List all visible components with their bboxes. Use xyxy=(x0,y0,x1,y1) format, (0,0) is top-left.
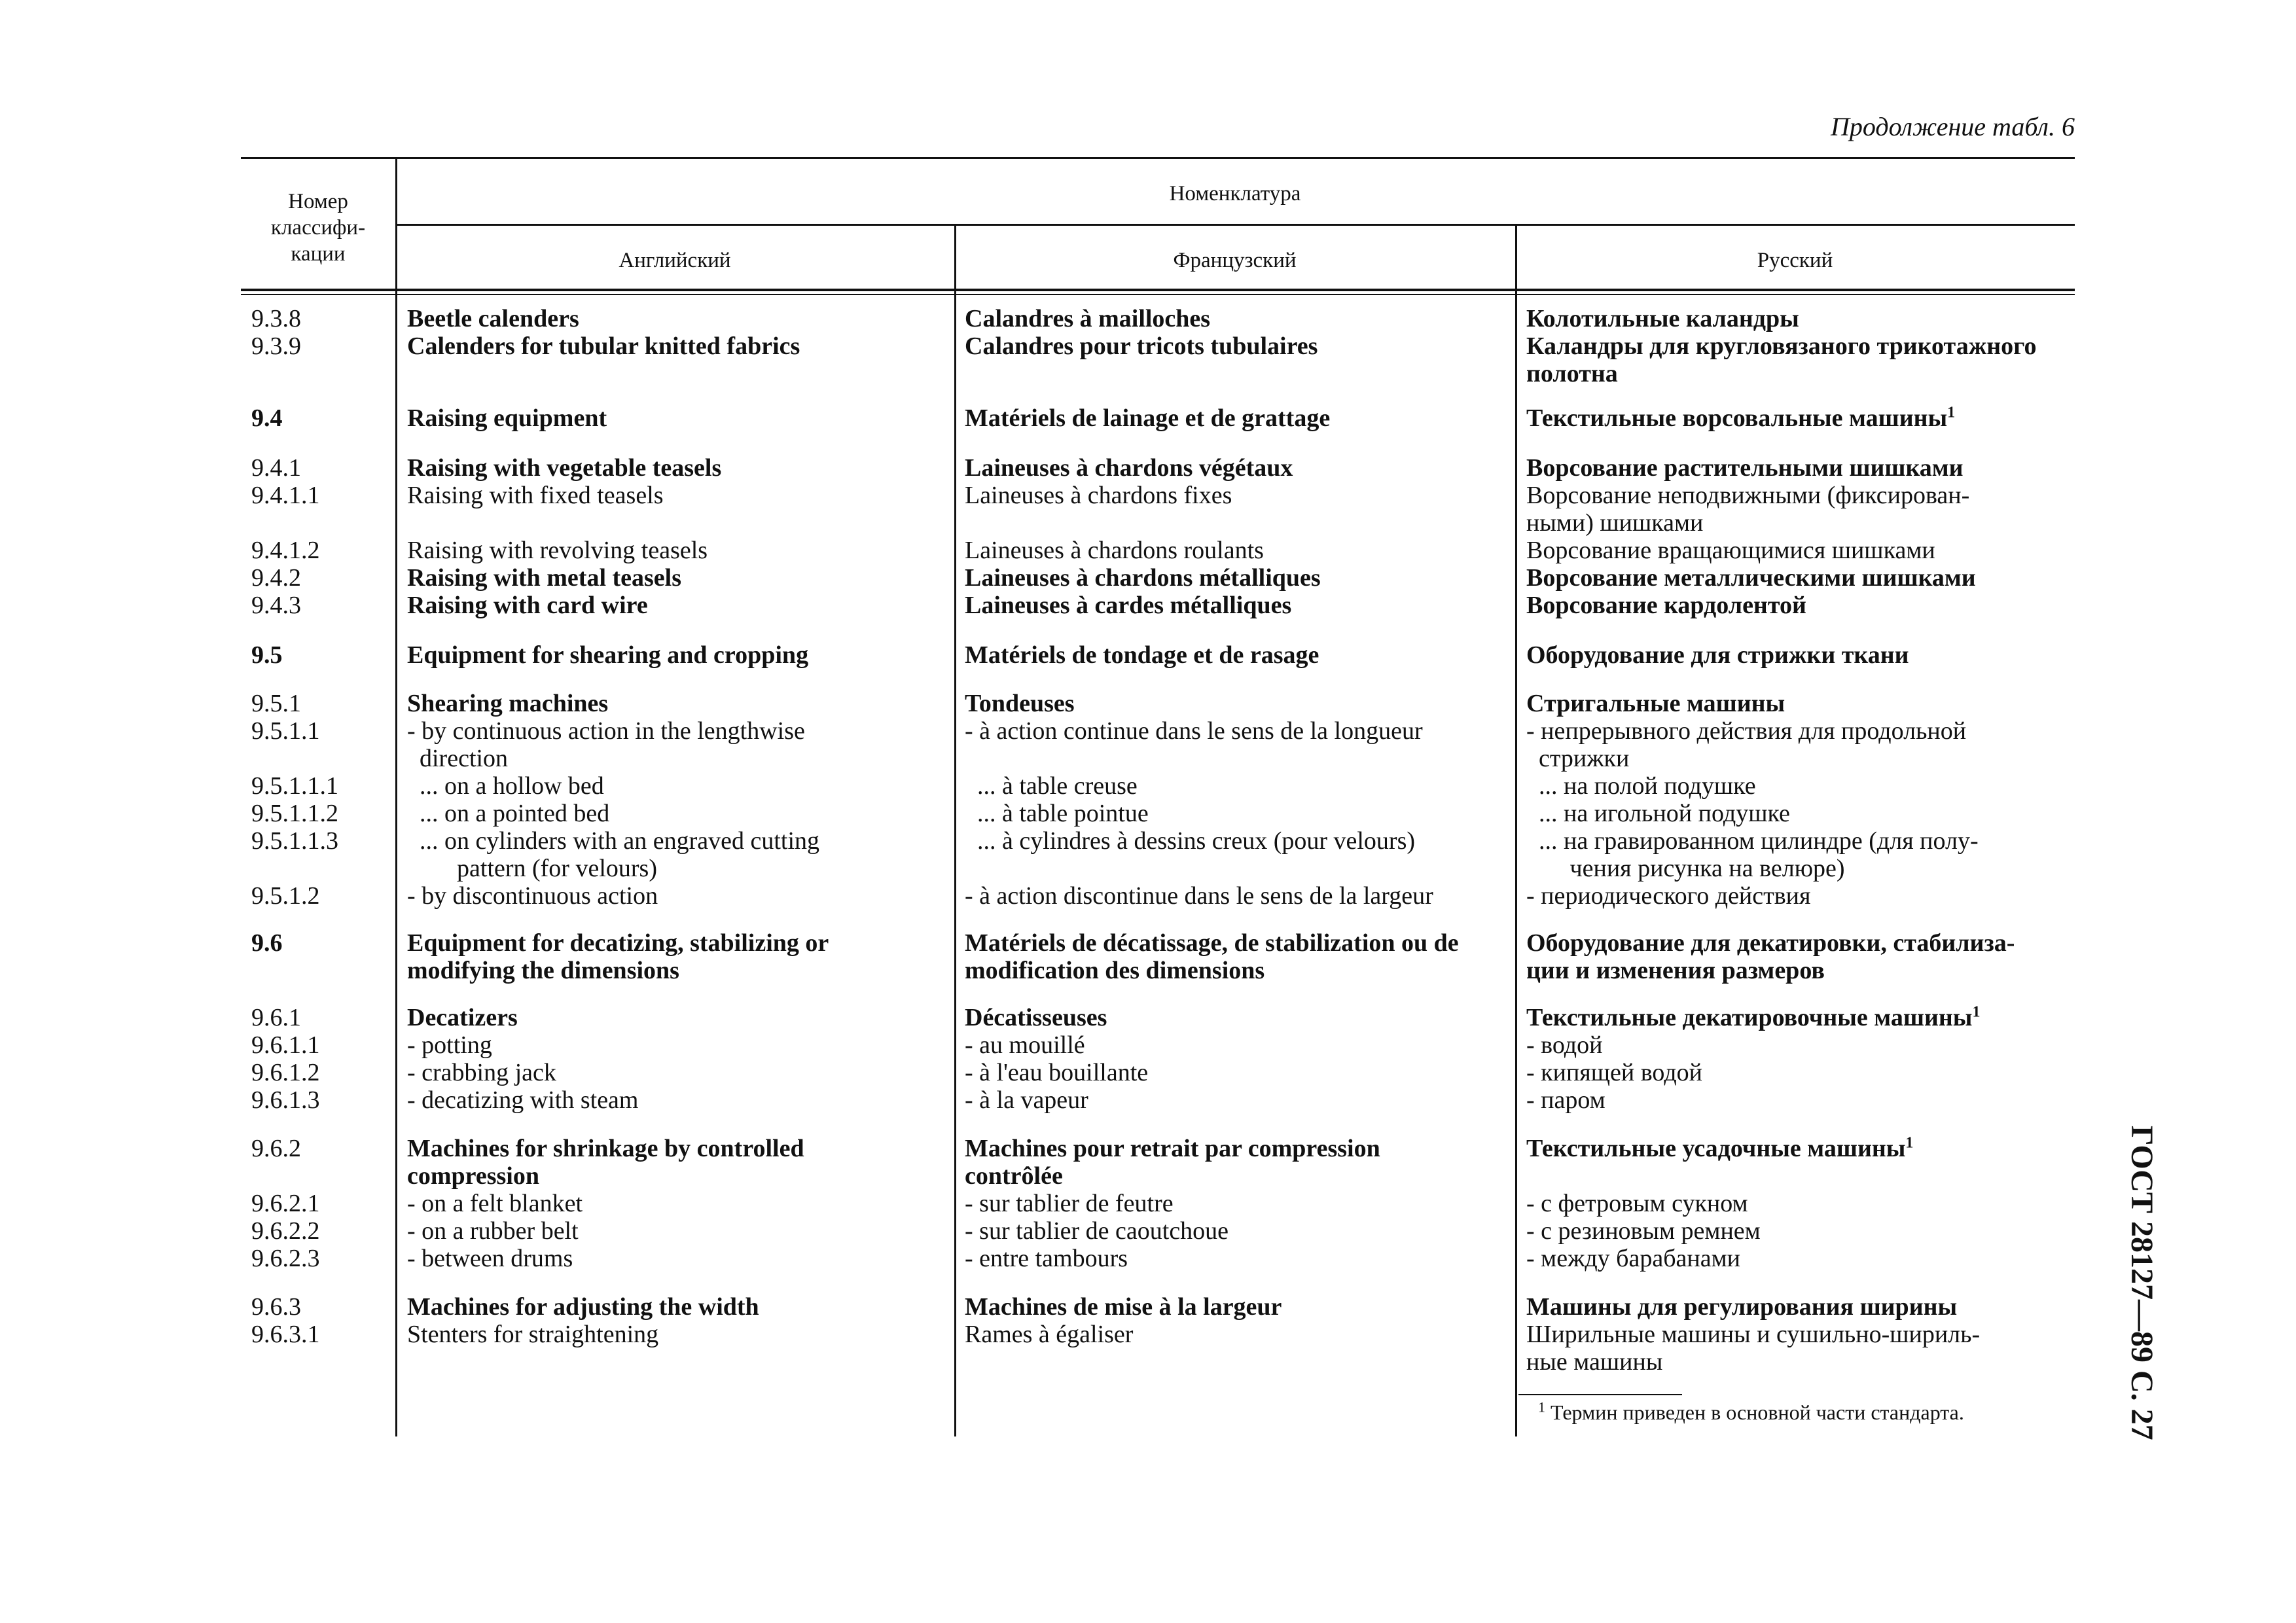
cell-ru: Текстильные декатировочные машины$^1$ xyxy=(1526,1003,1981,1031)
cell-ru: Машины для регулирования ширины xyxy=(1526,1293,1958,1321)
continuation-label: Продолжение табл. 6 xyxy=(1830,112,2075,141)
cell-en: Equipment for shearing and cropping xyxy=(407,641,809,669)
cell-en: - on a felt blanket xyxy=(407,1190,583,1217)
footnote-text: Термин приведен в основной части стандарта. xyxy=(1551,1400,1964,1424)
table-top-rule xyxy=(241,157,2075,159)
cell-num: 9.5.1.1.3 xyxy=(251,827,338,855)
cell-en: Raising with revolving teasels xyxy=(407,537,708,564)
cell-en: ... on a pointed bed xyxy=(407,800,610,827)
cell-en: Raising with vegetable teasels xyxy=(407,454,722,482)
cell-fr: Laineuses à chardons végétaux xyxy=(965,454,1293,482)
cell-fr: Matériels de tondage et de rasage xyxy=(965,641,1319,669)
col-divider-2 xyxy=(954,224,956,1436)
cell-fr: Laineuses à chardons roulants xyxy=(965,537,1264,564)
cell-en: ... on cylinders with an engraved cutting pattern (for velours) xyxy=(420,827,820,882)
cell-num: 9.6 xyxy=(251,929,283,957)
cell-fr: - au mouillé xyxy=(965,1031,1085,1059)
cell-ru: - водой xyxy=(1526,1031,1603,1059)
cell-ru: - периодического действия xyxy=(1526,882,1811,910)
cell-num: 9.5.1.1.2 xyxy=(251,800,338,827)
cell-num: 9.5.1 xyxy=(251,690,301,717)
cell-ru: - непрерывного действия для продольной стрижки xyxy=(1526,717,1967,772)
cell-en: Calenders for tubular knitted fabrics xyxy=(407,332,800,360)
cell-en: Raising with metal teasels xyxy=(407,564,682,592)
footnote-ref: 1 xyxy=(1905,1134,1914,1152)
footnote-ref: 1 xyxy=(1972,1003,1981,1021)
cell-en: Raising with fixed teasels xyxy=(407,482,664,509)
cell-en: Machines for adjusting the width xyxy=(407,1293,759,1321)
cell-ru: - паром xyxy=(1526,1086,1605,1114)
cell-fr: ... à cylindres à dessins creux (pour velours) xyxy=(965,827,1416,855)
cell-fr: - sur tablier de feutre xyxy=(965,1190,1174,1217)
footnote-rule xyxy=(1518,1394,1682,1395)
cell-num: 9.6.2 xyxy=(251,1135,301,1162)
cell-num: 9.5 xyxy=(251,641,283,669)
cell-num: 9.5.1.1.1 xyxy=(251,772,338,800)
header-nomenclature: Номенклатура xyxy=(1169,182,1301,205)
footnote-mark: 1 xyxy=(1538,1399,1545,1416)
cell-num: 9.5.1.2 xyxy=(251,882,320,910)
cell-ru: Текстильные ворсовальные машины$^1$ xyxy=(1526,404,1956,432)
cell-fr: Laineuses à cardes métalliques xyxy=(965,592,1292,619)
cell-ru: Ширильные машины и сушильно-шириль- ные машины xyxy=(1526,1321,1981,1376)
cell-ru: - с фетровым сукном xyxy=(1526,1190,1748,1217)
cell-en: Shearing machines xyxy=(407,690,609,717)
cell-fr: Machines de mise à la largeur xyxy=(965,1293,1282,1321)
cell-num: 9.6.2.1 xyxy=(251,1190,320,1217)
cell-num: 9.4.1.2 xyxy=(251,537,320,564)
cell-fr: Tondeuses xyxy=(965,690,1075,717)
cell-ru: ... на гравированном цилиндре (для полу- чения рисунка на велюре) xyxy=(1539,827,1979,882)
cell-en: - between drums xyxy=(407,1245,573,1272)
cell-num: 9.6.1 xyxy=(251,1004,301,1031)
cell-en: ... on a hollow bed xyxy=(407,772,604,800)
cell-ru: Каландры для кругловязаного трикотажного полотна xyxy=(1526,332,2037,387)
cell-fr: - à l'eau bouillante xyxy=(965,1059,1149,1086)
col-divider-3 xyxy=(1515,224,1517,1436)
header-bottom-rule-2 xyxy=(241,294,2075,295)
cell-num: 9.6.3 xyxy=(251,1293,301,1321)
cell-num: 9.6.1.2 xyxy=(251,1059,320,1086)
cell-num: 9.6.1.3 xyxy=(251,1086,320,1114)
cell-num: 9.4 xyxy=(251,404,283,432)
cell-ru: - между барабанами xyxy=(1526,1245,1741,1272)
cell-ru: Ворсование растительными шишками xyxy=(1526,454,1964,482)
cell-en: - potting xyxy=(407,1031,492,1059)
cell-fr: - à la vapeur xyxy=(965,1086,1088,1114)
cell-en: Beetle calenders xyxy=(407,305,579,332)
cell-fr: - entre tambours xyxy=(965,1245,1128,1272)
footnote xyxy=(1538,1400,1964,1425)
cell-en: - by discontinuous action xyxy=(407,882,658,910)
cell-ru: Текстильные усадочные машины$^1$ xyxy=(1526,1134,1914,1162)
cell-en: - crabbing jack xyxy=(407,1059,556,1086)
cell-num: 9.6.3.1 xyxy=(251,1321,320,1348)
footnote-ref: 1 xyxy=(1947,404,1956,421)
cell-en: Stenters for straightening xyxy=(407,1321,659,1348)
cell-num: 9.5.1.1 xyxy=(251,717,320,745)
cell-en: Equipment for decatizing, stabilizing or modifying the dimensions xyxy=(407,929,829,984)
header-bottom-rule xyxy=(241,289,2075,291)
cell-ru: ... на полой подушке xyxy=(1526,772,1756,800)
cell-num: 9.6.2.3 xyxy=(251,1245,320,1272)
cell-ru: Оборудование для декатировки, стабилиза- ции и изменения размеров xyxy=(1526,929,2015,984)
cell-fr: Calandres à mailloches xyxy=(965,305,1211,332)
header-french: Французский xyxy=(1173,249,1297,272)
cell-fr: Matériels de lainage et de grattage xyxy=(965,404,1331,432)
cell-num: 9.3.9 xyxy=(251,332,301,360)
cell-fr: Rames à égaliser xyxy=(965,1321,1134,1348)
cell-ru: - с резиновым ремнем xyxy=(1526,1217,1761,1245)
cell-fr: Laineuses à chardons fixes xyxy=(965,482,1232,509)
cell-ru: Ворсование вращающимися шишками xyxy=(1526,537,1935,564)
cell-en: - by continuous action in the lengthwise direction xyxy=(407,717,805,772)
cell-en: Machines for shrinkage by controlled compression xyxy=(407,1135,804,1190)
cell-num: 9.4.1.1 xyxy=(251,482,320,509)
cell-en: Raising with card wire xyxy=(407,592,648,619)
cell-ru: Оборудование для стрижки ткани xyxy=(1526,641,1909,669)
cell-fr: - à action continue dans le sens de la longueur xyxy=(965,717,1423,745)
cell-num: 9.4.1 xyxy=(251,454,301,482)
cell-fr: Matériels de décatissage, de stabilization ou de modification des dimensions xyxy=(965,929,1459,984)
cell-ru: Стригальные машины xyxy=(1526,690,1785,717)
col-divider-1 xyxy=(395,157,397,1436)
cell-num: 9.6.2.2 xyxy=(251,1217,320,1245)
cell-ru: Ворсование металлическими шишками xyxy=(1526,564,1976,592)
cell-fr: Calandres pour tricots tubulaires xyxy=(965,332,1318,360)
cell-num: 9.6.1.1 xyxy=(251,1031,320,1059)
cell-num: 9.4.3 xyxy=(251,592,301,619)
header-russian: Русский xyxy=(1757,249,1833,272)
cell-ru: Колотильные каландры xyxy=(1526,305,1799,332)
side-page-label: ГОСТ 28127—89 С. 27 xyxy=(2125,1126,2159,1440)
cell-en: Decatizers xyxy=(407,1004,518,1031)
cell-fr: Laineuses à chardons métalliques xyxy=(965,564,1321,592)
cell-fr: ... à table creuse xyxy=(965,772,1138,800)
cell-num: 9.3.8 xyxy=(251,305,301,332)
cell-ru: ... на игольной подушке xyxy=(1526,800,1790,827)
cell-fr: Machines pour retrait par compression contrôlée xyxy=(965,1135,1380,1190)
cell-ru: Ворсование неподвижными (фиксирован- ными) шишками xyxy=(1526,482,1970,537)
cell-ru: - кипящей водой xyxy=(1526,1059,1702,1086)
cell-fr: - sur tablier de caoutchoue xyxy=(965,1217,1229,1245)
cell-fr: - à action discontinue dans le sens de la largeur xyxy=(965,882,1433,910)
cell-fr: ... à table pointue xyxy=(965,800,1149,827)
cell-en: - on a rubber belt xyxy=(407,1217,579,1245)
cell-en: Raising equipment xyxy=(407,404,607,432)
header-mid-rule xyxy=(395,224,2075,226)
header-number: Номер классифи- кации xyxy=(270,190,366,266)
cell-en: - decatizing with steam xyxy=(407,1086,639,1114)
cell-fr: Décatisseuses xyxy=(965,1004,1107,1031)
header-english: Английский xyxy=(619,249,731,272)
cell-num: 9.4.2 xyxy=(251,564,301,592)
cell-ru: Ворсование кардолентой xyxy=(1526,592,1806,619)
